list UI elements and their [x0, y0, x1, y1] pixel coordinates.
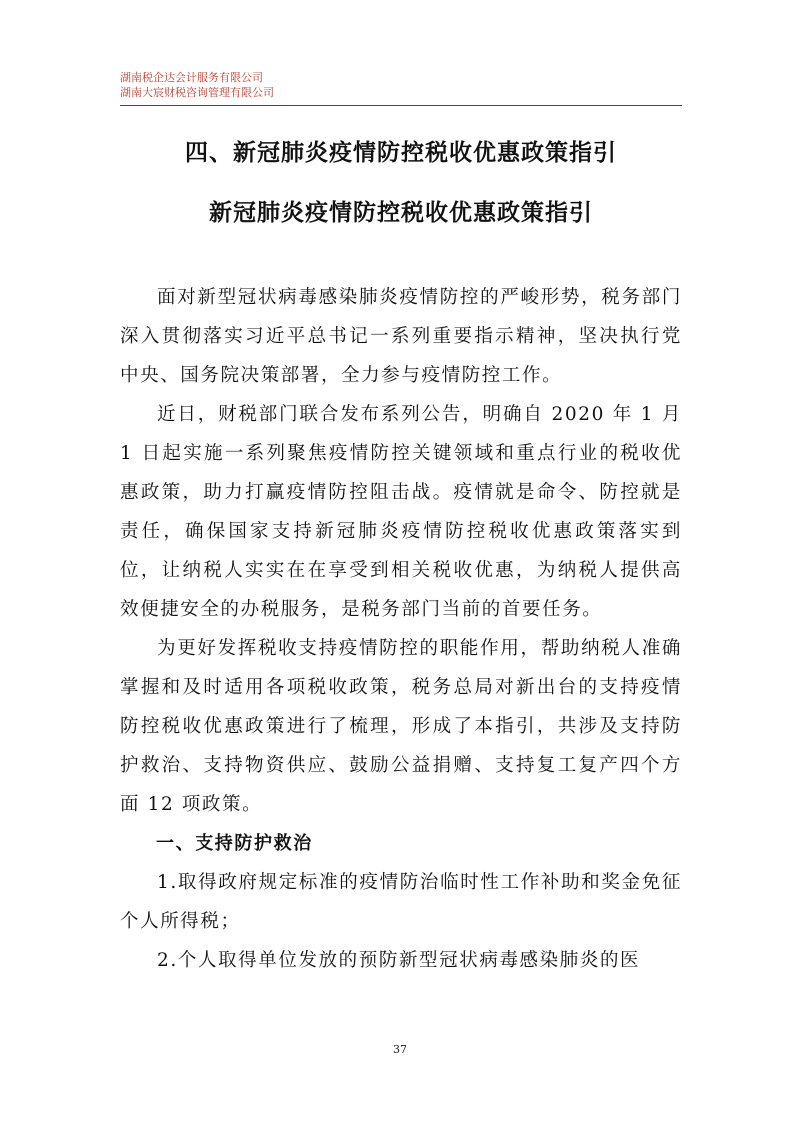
list-item: 2.个人取得单位发放的预防新型冠状病毒感染肺炎的医: [157, 950, 641, 971]
page-number: 37: [393, 1043, 407, 1056]
document-title: 新冠肺炎疫情防控税收优惠政策指引: [209, 200, 593, 226]
paragraph-2: 近日，财税部门联合发布系列公告，明确自 2020 年 1 月 1 日起实施一系列聚焦疫情防控关键领域和重点行业的税收优惠政策，助力打赢疫情防控阻击战。疫情就是命令、防控就是责任，确保国家支持新冠肺炎疫情防控税收优惠政策落实到位，让纳税人实实在在享受到相关税收优惠，为纳税人提供高效便捷安全的办税服务，是税务部门当前的首要任务。: [120, 404, 682, 620]
section-heading-1: 一、支持防护救治: [156, 833, 313, 854]
header-divider: [120, 105, 682, 106]
list-item: 1.取得政府规定标准的疫情防治临时性工作补助和奖金免征个人所得税；: [120, 872, 682, 932]
header-company-1: 湖南税企达会计服务有限公司: [120, 71, 263, 84]
document-body: [120, 278, 682, 980]
chapter-title: 四、新冠肺炎疫情防控税收优惠政策指引: [185, 140, 617, 166]
header-company-2: 湖南大宸财税咨询管理有限公司: [120, 86, 274, 99]
paragraph-3: 为更好发挥税收支持疫情防控的职能作用，帮助纳税人准确掌握和及时适用各项税收政策，税务总局对新出台的支持疫情防控税收优惠政策进行了梳理，形成了本指引，共涉及支持防护救治、支持物资供应、鼓励公益捐赠、支持复工复产四个方面 12 项政策。: [120, 638, 682, 815]
paragraph-1: 面对新型冠状病毒感染肺炎疫情防控的严峻形势，税务部门深入贯彻落实习近平总书记一系列重要指示精神，坚决执行党中央、国务院决策部署，全力参与疫情防控工作。: [120, 287, 682, 386]
document-header: [120, 70, 682, 100]
